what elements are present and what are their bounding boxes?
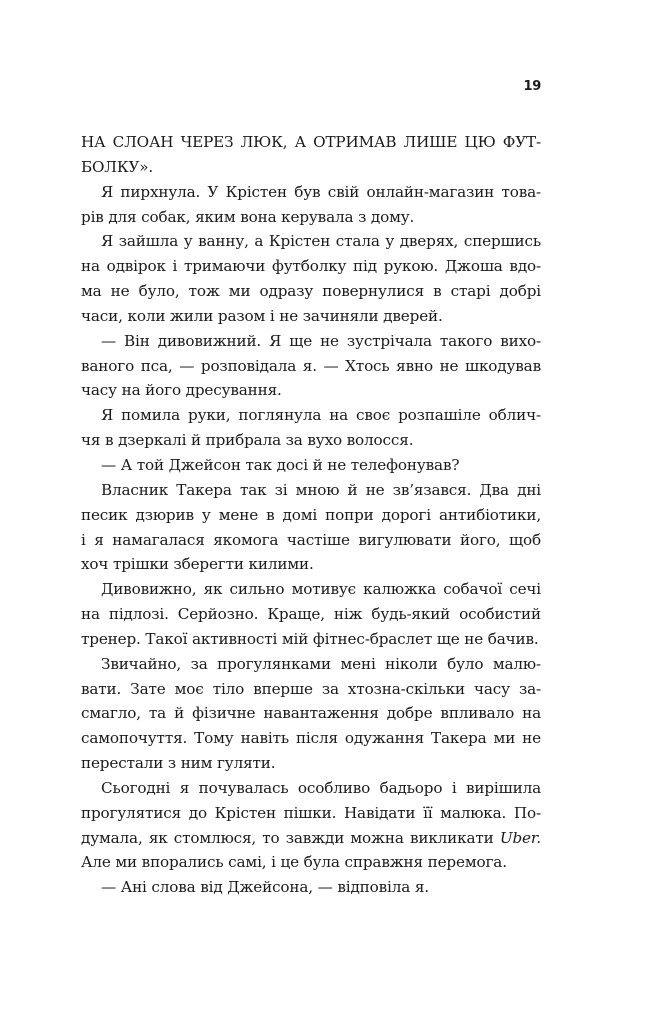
text-line-content: самопочуття. Тому навіть після одужання Такера ми не [81, 729, 541, 748]
text-line [81, 776, 541, 801]
text-line-content: часи, коли жили разом і не зачиняли дверей. [81, 306, 443, 325]
text-line [81, 751, 541, 776]
text-line-content: вати. Зате моє тіло вперше за хтозна-скільки часу за- [81, 679, 541, 698]
text-line [81, 180, 541, 205]
text-line [81, 503, 541, 528]
text-line-content: — Ані слова від Джейсона, — відповіла я. [101, 878, 429, 897]
text-line [81, 478, 541, 503]
text-line [81, 279, 541, 304]
text-line [81, 577, 541, 602]
text-line-content: рів для собак, яким вона керувала з дому. [81, 207, 415, 226]
text-line-content: Я помила руки, поглянула на своє розпашіле облич- [101, 406, 541, 425]
text-line-content: часу на його дресування. [81, 381, 282, 400]
text-line-content: Дивовижно, як сильно мотивує калюжка собачої сечі [101, 580, 541, 599]
text-line-content: ваного пса, — розповідала я. — Хтось явно не шкодував [81, 356, 541, 375]
text-line-content: — Він дивовижний. Я ще не зустрічала такого вихо- [101, 331, 541, 350]
text-line-content: і я намагалася якомога частіше вигулювати його, щоб [81, 530, 541, 549]
text-line-content: перестали з ним гуляти. [81, 754, 276, 773]
text-line-content: БОЛКУ». [81, 157, 154, 176]
text-line [81, 826, 541, 851]
text-line-content: тренер. Такої активності мій фітнес-браслет ще не бачив. [81, 629, 539, 648]
text-line [81, 329, 541, 354]
text-line-content: думала, як стомлюся, то завжди можна викликати [81, 828, 500, 847]
text-line-content: НА СЛОАН ЧЕРЕЗ ЛЮК, А ОТРИМАВ ЛИШЕ ЦЮ ФУТ- [81, 133, 541, 151]
text-line-content: Сьогодні я почувалась особливо бадьоро і вирішила [101, 778, 541, 797]
text-line [81, 552, 541, 577]
page-number: 19 [523, 79, 541, 94]
text-line-content: Звичайно, за прогулянками мені ніколи було малю- [101, 654, 541, 673]
text-line [81, 875, 541, 900]
text-line-content: на підлозі. Серйозно. Краще, ніж будь-який особистий [81, 605, 541, 624]
text-line [81, 453, 541, 478]
text-line [81, 726, 541, 751]
text-line-content: Але ми впорались самі, і це була справжня перемога. [81, 853, 507, 872]
text-line [81, 652, 541, 677]
text-line [81, 701, 541, 726]
body-text [81, 130, 541, 900]
text-line [81, 378, 541, 403]
text-line-content: Власник Такера так зі мною й не зв’язався. Два дні [101, 480, 541, 499]
text-line [81, 205, 541, 230]
text-line [81, 304, 541, 329]
text-line [81, 254, 541, 279]
text-line-content: Я пирхнула. У Крістен був свій онлайн-магазин това- [101, 182, 541, 201]
text-line-content: — А той Джейсон так досі й не телефонував? [101, 455, 460, 474]
text-line [81, 801, 541, 826]
text-line [81, 528, 541, 553]
text-line-content: Я зайшла у ванну, а Крістен стала у дверях, спершись [101, 232, 541, 251]
text-line-content: прогулятися до Крістен пішки. Навідати її малюка. По- [81, 803, 541, 822]
text-line-content: на одвірок і тримаючи футболку під рукою. Джоша вдо- [81, 257, 541, 276]
text-line-content: чя в дзеркалі й прибрала за вухо волосся. [81, 431, 414, 450]
text-line [81, 428, 541, 453]
text-line-content: ма не було, тож ми одразу повернулися в старі добрі [81, 282, 541, 301]
text-line-content: хоч трішки зберегти килими. [81, 555, 314, 574]
text-line [81, 354, 541, 379]
text-line [81, 155, 541, 180]
text-line [81, 677, 541, 702]
text-line-content: смагло, та й фізичне навантаження добре впливало на [81, 704, 541, 723]
text-line [81, 403, 541, 428]
text-line [81, 850, 541, 875]
text-line-italic: Uber. [499, 828, 541, 847]
text-line-content: песик дзюрив у мене в домі попри дорогі антибіотики, [81, 505, 541, 524]
text-line [81, 627, 541, 652]
text-line [81, 229, 541, 254]
text-line [81, 602, 541, 627]
text-line [81, 130, 541, 155]
